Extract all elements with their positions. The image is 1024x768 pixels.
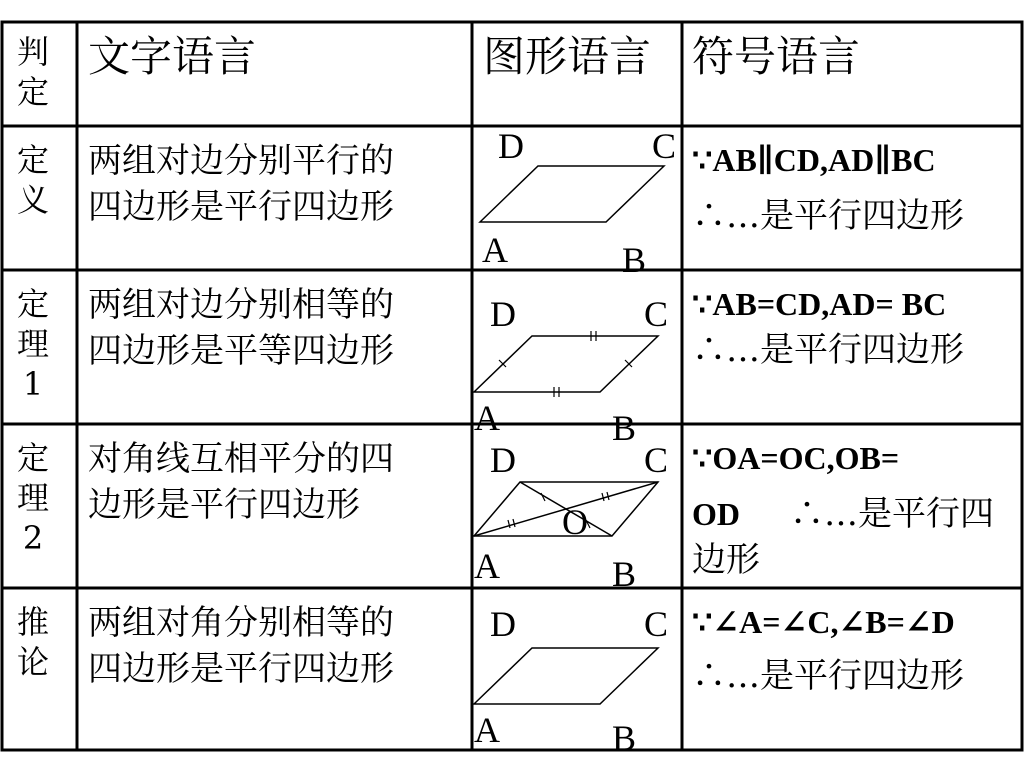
row-judge-theorem-2: 定 理 2: [16, 439, 49, 557]
row-judge-definition: 定 义: [16, 141, 49, 219]
row-text-line: 四边形是平行四边形: [88, 187, 394, 227]
vertex-label-b: B: [622, 240, 647, 280]
symbol-conclusion: [692, 330, 964, 370]
header-text-language: 文字语言: [88, 32, 257, 81]
row-text-line: 四边形是平等四边形: [88, 331, 394, 371]
symbol-condition: ∵AB=CD,AD= BC: [692, 286, 947, 322]
symbol-conclusion-text: ∴…是平行四边形: [692, 656, 964, 696]
symbol-conclusion-text: ∴…是平行四边形: [692, 196, 964, 236]
symbol-conclusion-text: ∴…是平行四: [790, 494, 994, 534]
symbol-condition: ∵∠A=∠C,∠B=∠D: [692, 604, 955, 640]
vertex-label-a: A: [474, 398, 500, 438]
vertex-label-d: D: [490, 440, 516, 480]
symbol-condition: ∵OA=OC,OB=: [692, 440, 900, 476]
vertex-label-o: O: [562, 502, 588, 542]
vertex-label-d: D: [490, 294, 516, 334]
vertex-label-a: A: [474, 710, 500, 750]
vertex-label-b: B: [612, 408, 637, 448]
symbol-conclusion-text: 边形: [692, 540, 760, 580]
vertex-label-d: D: [490, 604, 516, 644]
row-text-line: 四边形是平行四边形: [88, 649, 394, 689]
vertex-label-b: B: [612, 718, 637, 758]
row-text-line: 两组对边分别平行的: [88, 141, 394, 181]
vertex-label-b: B: [612, 554, 637, 594]
header-figure-language: 图形语言: [483, 32, 652, 81]
symbol-condition-continued: OD: [692, 496, 740, 532]
header-symbol-language: 符号语言: [692, 32, 861, 81]
symbol-conclusion-continued: [692, 540, 760, 580]
row-judge-corollary: 推 论: [16, 603, 49, 681]
header-judge: 判 定: [16, 33, 49, 111]
row-text-line: 对角线互相平分的四: [88, 439, 394, 479]
symbol-conclusion-text: ∴…是平行四边形: [692, 330, 964, 370]
symbol-condition: ∵AB∥CD,AD∥BC: [692, 142, 936, 178]
symbol-conclusion: [790, 494, 994, 534]
row-text-line: 边形是平行四边形: [88, 485, 360, 525]
vertex-label-c: C: [644, 440, 669, 480]
row-judge-theorem-1: 定 理 1: [16, 285, 49, 403]
row-text-line: 两组对边分别相等的: [88, 285, 394, 325]
vertex-label-c: C: [644, 294, 669, 334]
symbol-conclusion: [692, 196, 964, 236]
vertex-label-c: C: [644, 604, 669, 644]
symbol-conclusion: [692, 656, 964, 696]
vertex-label-a: A: [482, 230, 508, 270]
vertex-label-a: A: [474, 546, 500, 586]
vertex-label-c: C: [652, 126, 677, 166]
vertex-label-d: D: [498, 126, 524, 166]
row-text-line: 两组对角分别相等的: [88, 603, 394, 643]
